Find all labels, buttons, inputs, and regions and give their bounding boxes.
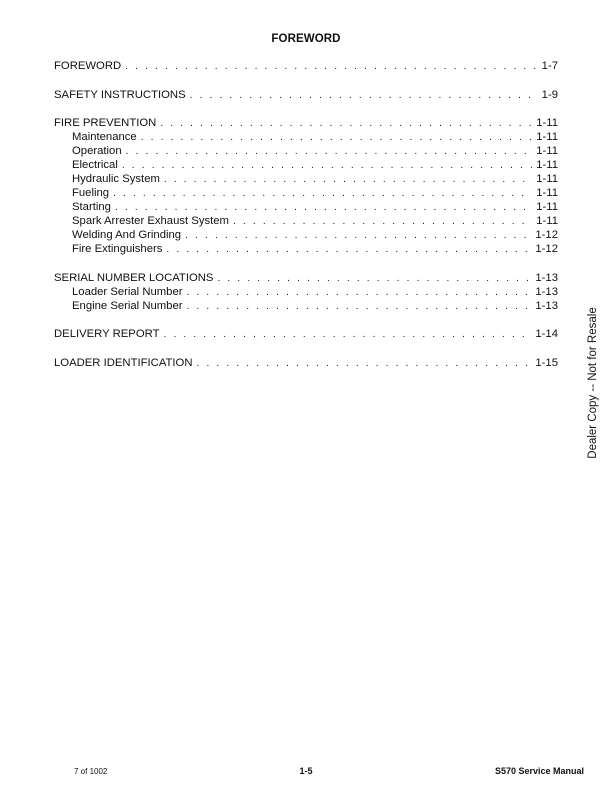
toc-entry-page: 1-9 bbox=[541, 88, 558, 101]
toc-leader-dots bbox=[160, 117, 532, 131]
toc-leader-dots bbox=[125, 60, 538, 74]
toc-leader-dots bbox=[126, 145, 533, 159]
toc-leader-dots bbox=[164, 173, 532, 187]
footer-page-count: 7 of 1002 bbox=[74, 767, 108, 776]
toc-entry-page: 1-11 bbox=[536, 201, 558, 213]
toc-entry-page: 1-13 bbox=[535, 299, 558, 312]
page-title: FOREWORD bbox=[271, 33, 341, 45]
toc-leader-dots bbox=[141, 131, 533, 145]
toc-entry-loader-identification[interactable] bbox=[54, 356, 558, 370]
toc-entry-serial-number-locations[interactable] bbox=[54, 271, 558, 285]
toc-entry-electrical[interactable] bbox=[54, 158, 558, 172]
toc-entry-page: 1-11 bbox=[536, 187, 558, 199]
toc-section-safety-instructions bbox=[54, 88, 558, 102]
toc-entry-loader-serial-number[interactable] bbox=[54, 285, 558, 299]
toc-section-fire-prevention bbox=[54, 116, 558, 256]
toc-entry-label: Loader Serial Number bbox=[72, 285, 183, 298]
toc-leader-dots bbox=[113, 187, 532, 201]
toc-entry-fueling[interactable] bbox=[54, 186, 558, 200]
toc-leader-dots bbox=[187, 286, 532, 300]
toc-entry-page: 1-15 bbox=[535, 356, 558, 369]
toc-entry-starting[interactable] bbox=[54, 200, 558, 214]
toc-entry-label: SERIAL NUMBER LOCATIONS bbox=[54, 271, 214, 284]
toc-entry-hydraulic-system[interactable] bbox=[54, 172, 558, 186]
toc-entry-engine-serial-number[interactable] bbox=[54, 299, 558, 313]
toc-section-serial-number-locations bbox=[54, 271, 558, 313]
toc-leader-dots bbox=[197, 357, 532, 371]
footer-manual-title: S570 Service Manual bbox=[495, 766, 585, 776]
toc-entry-operation[interactable] bbox=[54, 144, 558, 158]
toc-entry-page: 1-11 bbox=[536, 117, 558, 129]
toc-entry-fire-extinguishers[interactable] bbox=[54, 242, 558, 256]
toc-section-foreword bbox=[54, 59, 558, 73]
toc-entry-page: 1-11 bbox=[536, 173, 558, 185]
toc-entry-label: Engine Serial Number bbox=[72, 299, 183, 312]
toc-entry-label: Hydraulic System bbox=[72, 173, 160, 185]
toc-entry-page: 1-14 bbox=[535, 328, 558, 340]
toc-leader-dots bbox=[187, 300, 532, 314]
toc-entry-label: Welding And Grinding bbox=[72, 229, 182, 241]
toc-leader-dots bbox=[233, 215, 532, 229]
toc-leader-dots bbox=[185, 229, 531, 243]
toc-entry-label: Maintenance bbox=[72, 131, 137, 143]
table-of-contents bbox=[54, 59, 558, 384]
toc-entry-page: 1-7 bbox=[541, 60, 558, 72]
toc-entry-label: Fire Extinguishers bbox=[72, 243, 163, 255]
toc-entry-label: DELIVERY REPORT bbox=[54, 328, 160, 340]
toc-entry-page: 1-13 bbox=[535, 271, 558, 284]
toc-entry-label: Electrical bbox=[72, 159, 118, 171]
toc-entry-page: 1-12 bbox=[535, 229, 558, 241]
toc-entry-label: Fueling bbox=[72, 187, 110, 199]
toc-leader-dots bbox=[190, 89, 538, 103]
toc-leader-dots bbox=[122, 159, 532, 173]
toc-entry-label: Starting bbox=[72, 201, 111, 213]
toc-entry-page: 1-11 bbox=[536, 145, 558, 157]
toc-leader-dots bbox=[115, 201, 532, 215]
toc-entry-safety-instructions[interactable] bbox=[54, 88, 558, 102]
toc-entry-fire-prevention[interactable] bbox=[54, 116, 558, 130]
toc-entry-spark-arrester-exhaust-system[interactable] bbox=[54, 214, 558, 228]
toc-leader-dots bbox=[163, 328, 531, 342]
footer-page-number: 1-5 bbox=[299, 766, 313, 776]
toc-entry-page: 1-12 bbox=[535, 243, 558, 255]
toc-entry-page: 1-11 bbox=[536, 215, 558, 227]
toc-section-delivery-report bbox=[54, 327, 558, 341]
toc-entry-label: FOREWORD bbox=[54, 60, 122, 72]
toc-entry-label: LOADER IDENTIFICATION bbox=[54, 356, 193, 369]
toc-entry-foreword[interactable] bbox=[54, 59, 558, 73]
toc-entry-page: 1-11 bbox=[536, 131, 558, 143]
toc-leader-dots bbox=[166, 243, 531, 257]
toc-entry-delivery-report[interactable] bbox=[54, 327, 558, 341]
toc-entry-label: Operation bbox=[72, 145, 122, 157]
toc-entry-label: Spark Arrester Exhaust System bbox=[72, 215, 229, 227]
toc-entry-label: SAFETY INSTRUCTIONS bbox=[54, 88, 186, 101]
toc-entry-label: FIRE PREVENTION bbox=[54, 117, 157, 129]
toc-entry-maintenance[interactable] bbox=[54, 130, 558, 144]
toc-entry-page: 1-11 bbox=[536, 159, 558, 171]
toc-entry-page: 1-13 bbox=[535, 285, 558, 298]
dealer-copy-watermark: Dealer Copy -- Not for Resale bbox=[587, 307, 599, 459]
toc-entry-welding-and-grinding[interactable] bbox=[54, 228, 558, 242]
toc-leader-dots bbox=[217, 272, 531, 286]
toc-section-loader-identification bbox=[54, 356, 558, 370]
